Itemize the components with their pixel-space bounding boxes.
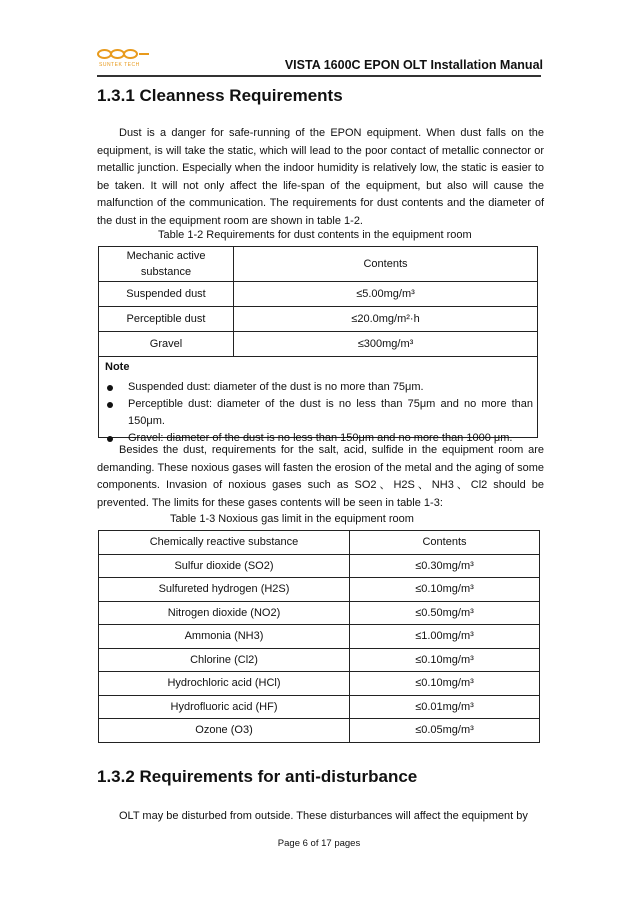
bullet-icon: [107, 385, 113, 391]
section-heading-anti-disturbance: 1.3.2 Requirements for anti-disturbance: [97, 767, 418, 786]
cell-substance: Chlorine (Cl2): [99, 648, 350, 672]
cell-substance: Sulfur dioxide (SO2): [99, 554, 350, 578]
logo-text: SUNTEK TECH: [99, 62, 140, 68]
table-row: [99, 672, 540, 696]
cell-contents: ≤1.00mg/m³: [350, 625, 540, 649]
page-number: Page 6 of 17 pages: [277, 838, 361, 849]
list-item: Gravel: diameter of the dust is no less than 150μm and no more than 1000 μm.: [105, 430, 533, 447]
cell-contents: ≤0.01mg/m³: [350, 695, 540, 719]
cell-substance: Hydrochloric acid (HCl): [99, 672, 350, 696]
table-header-row: [99, 247, 538, 282]
list-item: Suspended dust: diameter of the dust is no more than 75μm.: [105, 379, 533, 396]
header-cell-contents: Contents: [350, 531, 540, 555]
cell-contents: ≤0.10mg/m³: [350, 648, 540, 672]
cell-substance: Ozone (O3): [99, 719, 350, 743]
cell-substance: Ammonia (NH3): [99, 625, 350, 649]
cell-substance: Nitrogen dioxide (NO2): [99, 601, 350, 625]
cell-substance: Hydrofluoric acid (HF): [99, 695, 350, 719]
cell-substance: Perceptible dust: [99, 307, 234, 332]
table-row: [99, 578, 540, 602]
cell-contents: ≤0.10mg/m³: [350, 578, 540, 602]
cell-substance: Suspended dust: [99, 282, 234, 307]
table-row: [99, 307, 538, 332]
company-logo: [97, 46, 153, 72]
header-cell-contents: Contents: [234, 247, 538, 282]
document-title: VISTA 1600C EPON OLT Installation Manual: [284, 58, 543, 72]
cell-contents: ≤5.00mg/m³: [234, 282, 538, 307]
table-caption-gas: Table 1-3 Noxious gas limit in the equipment room: [170, 513, 414, 525]
header-divider: [97, 75, 541, 77]
cell-substance: Sulfureted hydrogen (H2S): [99, 578, 350, 602]
table-row: [99, 554, 540, 578]
gas-limit-table: [98, 530, 540, 743]
cell-contents: ≤0.10mg/m³: [350, 672, 540, 696]
dust-requirements-table: [98, 246, 538, 444]
header-cell-substance: Mechanic active substance: [99, 247, 234, 282]
paragraph-dust: Dust is a danger for safe-running of the EPON equipment. When dust falls on the equipment, is will take the static, which will lead to the poor contact of metallic connector or metallic junction. Especially when the indoor humidity is relatively low, the static is easier to be taken. It will not only affect the life-span of the equipment, but also will cause the malfunction of the communication. The requirements for dust contents and the diameter of the dust in the equipment room are shown in table 1-2.: [97, 127, 544, 227]
section-heading-cleanness: 1.3.1 Cleanness Requirements: [97, 86, 343, 105]
note-title: Note: [105, 361, 130, 373]
header-cell-substance: Chemically reactive substance: [99, 531, 350, 555]
bullet-icon: [107, 402, 113, 408]
table-row: [99, 648, 540, 672]
paragraph-disturbance: OLT may be disturbed from outside. These disturbances will affect the equipment by: [119, 810, 528, 822]
table-note-box: [98, 357, 538, 444]
cell-contents: ≤0.30mg/m³: [350, 554, 540, 578]
logo-mark-icon: [97, 46, 153, 62]
list-item: Perceptible dust: diameter of the dust is no less than 75μm and no more than 150μm.: [105, 396, 533, 430]
cell-contents: ≤0.50mg/m³: [350, 601, 540, 625]
paragraph-noxious-gases: Besides the dust, requirements for the salt, acid, sulfide in the equipment room are demanding. These noxious gases will fasten the erosion of the metal and the aging of some components. Invasion of noxious gases such as SO2、H2S、NH3、Cl2 should be prevented. The limits for these gases contents will be seen in table 1-3:: [97, 444, 544, 509]
note-list: [105, 379, 533, 447]
table-row: [99, 625, 540, 649]
table-row: [99, 332, 538, 357]
table-row: [99, 695, 540, 719]
cell-contents: ≤0.05mg/m³: [350, 719, 540, 743]
cell-contents: ≤300mg/m³: [234, 332, 538, 357]
table-row: [99, 601, 540, 625]
table-row: [99, 282, 538, 307]
table-row: [99, 719, 540, 743]
cell-contents: ≤20.0mg/m²·h: [234, 307, 538, 332]
cell-substance: Gravel: [99, 332, 234, 357]
table-header-row: [99, 531, 540, 555]
table-caption-dust: Table 1-2 Requirements for dust contents in the equipment room: [158, 229, 472, 241]
